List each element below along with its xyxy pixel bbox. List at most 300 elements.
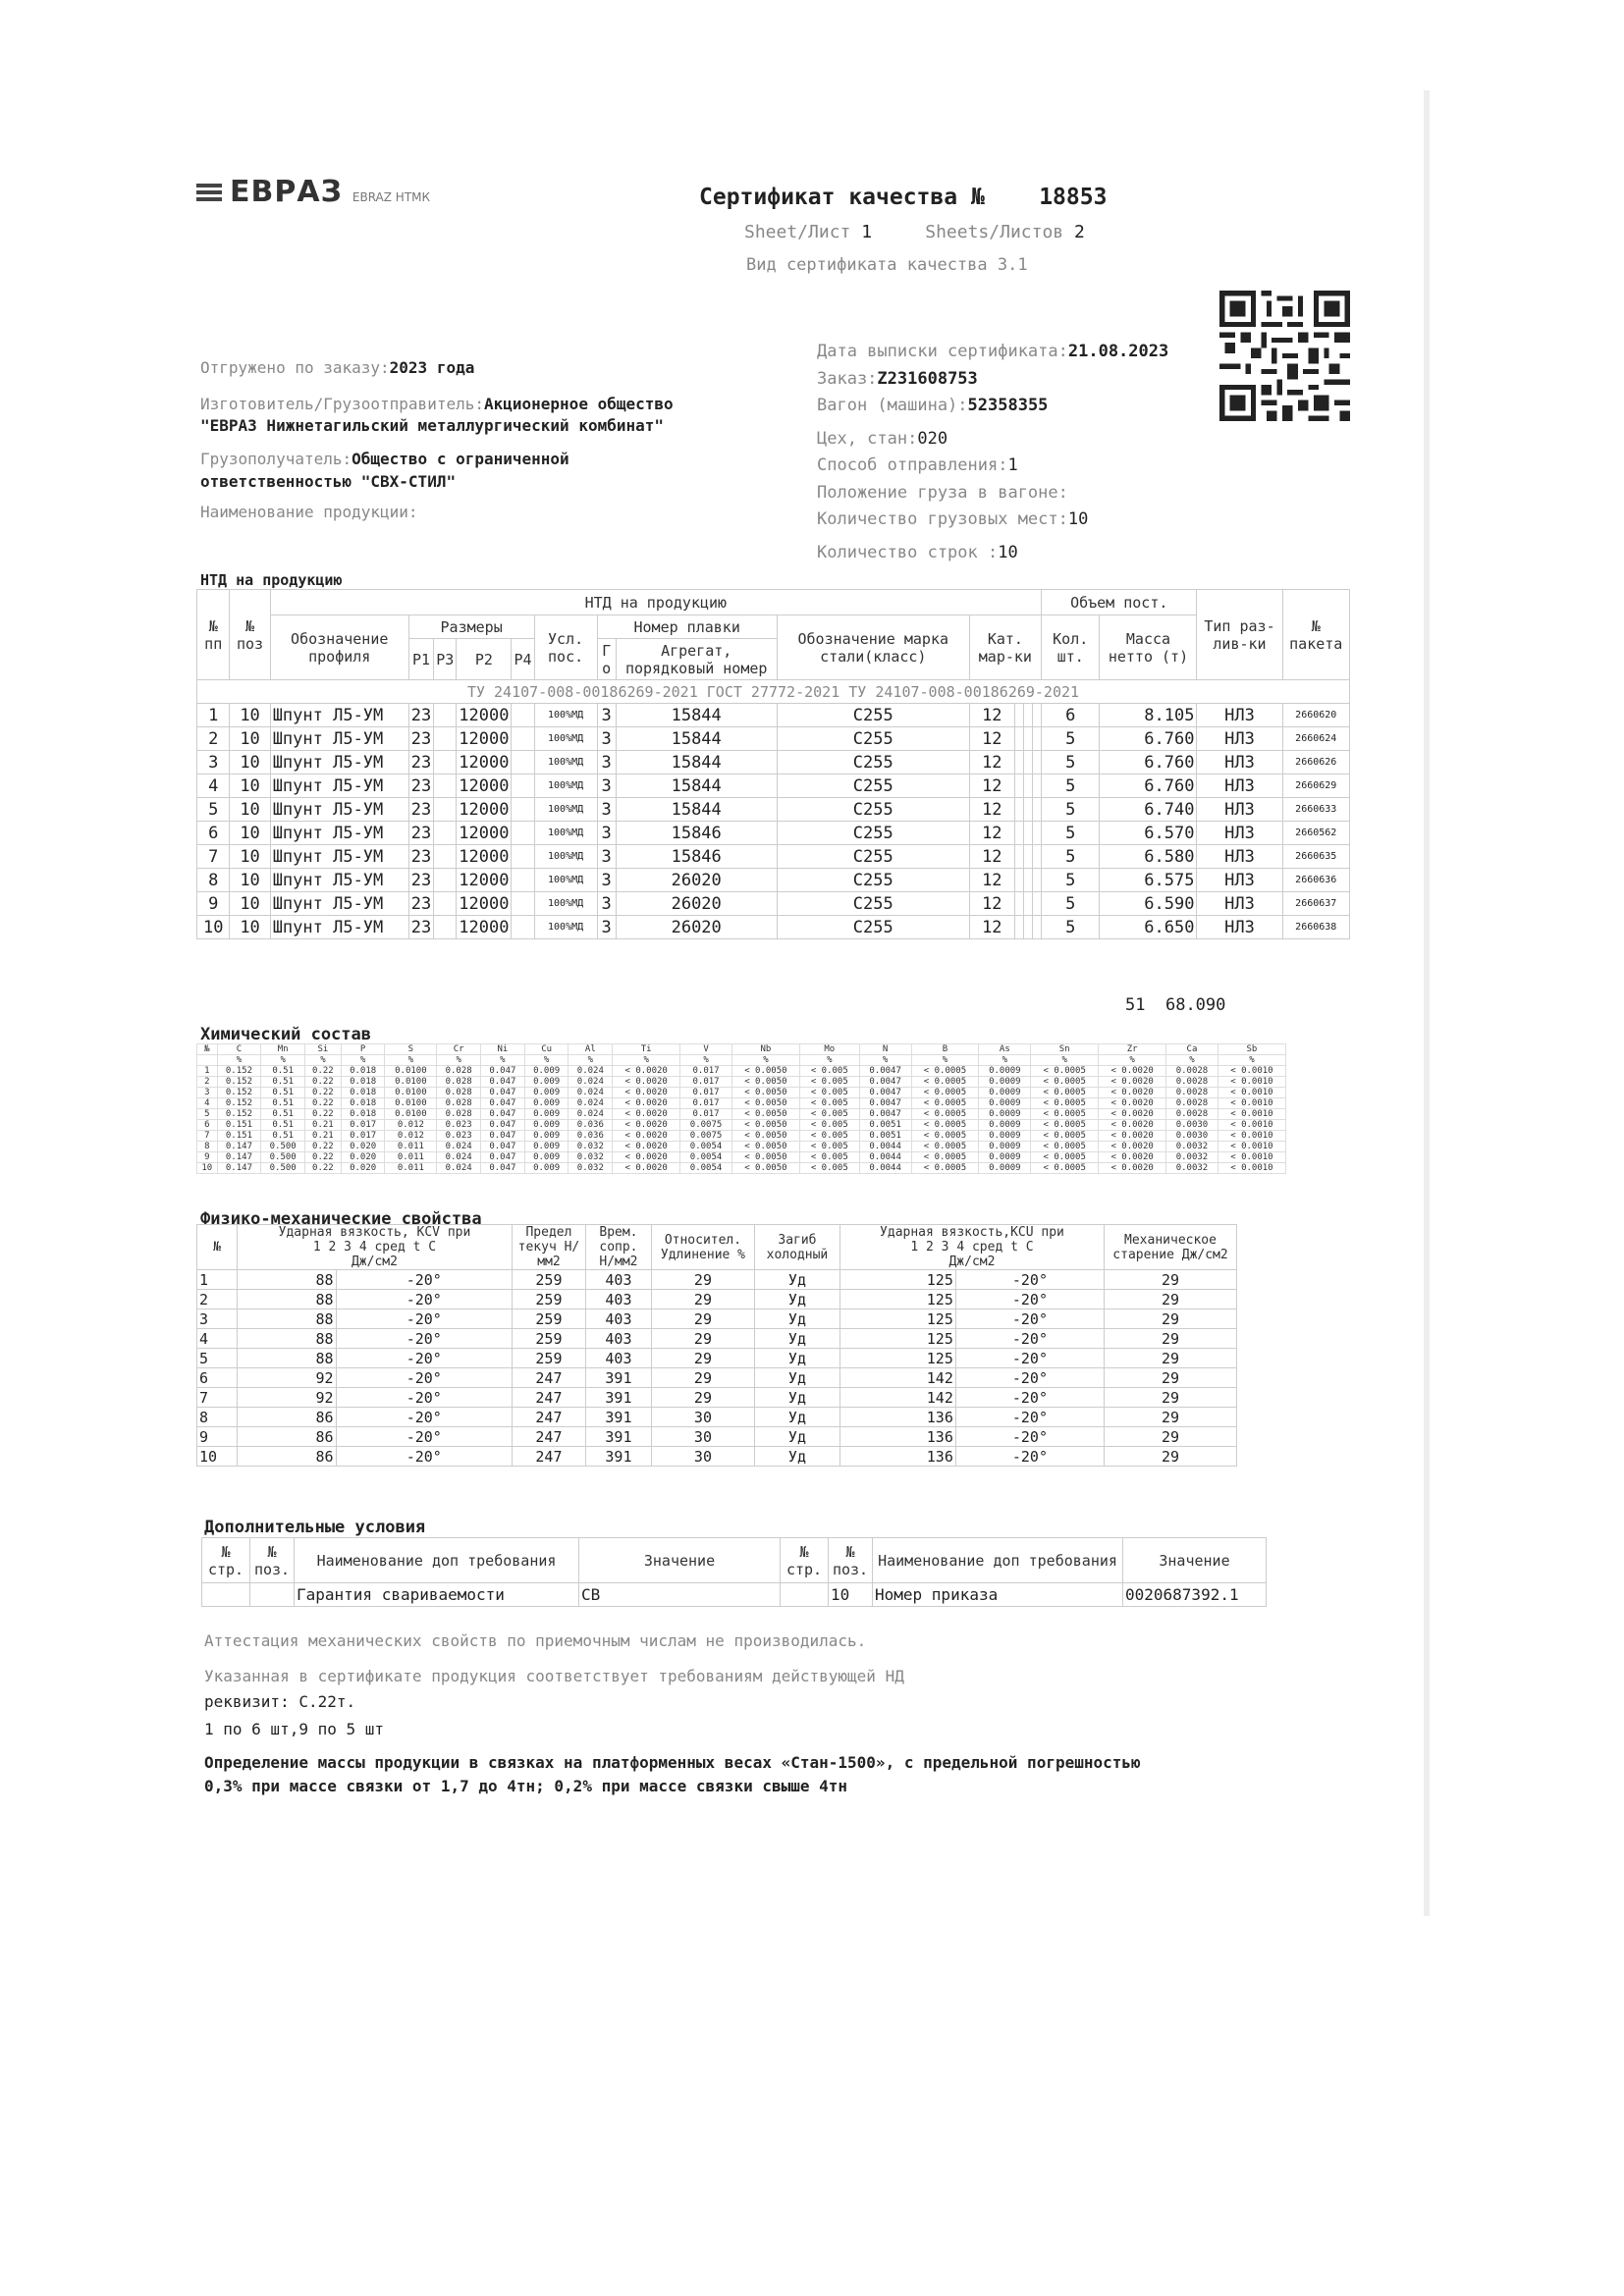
chem-cell: 0.0028 <box>1166 1077 1218 1088</box>
chem-cell: 0.0044 <box>859 1152 911 1163</box>
chem-cell: 0.0051 <box>859 1120 911 1131</box>
cell-melt: 15844 <box>616 704 777 727</box>
chem-cell: 0.0028 <box>1166 1088 1218 1098</box>
table-row <box>197 822 1350 845</box>
mech-cell-t1: -20° <box>336 1270 512 1290</box>
logo-subtext: EBRAZ НТМК <box>352 189 431 204</box>
chem-cell: < 0.0005 <box>911 1131 979 1142</box>
chem-cell: 0.0009 <box>979 1163 1031 1174</box>
mech-cell-yield: 259 <box>512 1290 585 1309</box>
chem-cell: 0.0032 <box>1166 1152 1218 1163</box>
mech-cell-t1: -20° <box>336 1368 512 1388</box>
mech-header-kcu: Ударная вязкость,KCU при 1 2 3 4 сред t C Дж/см2 <box>839 1225 1104 1270</box>
cell-g: 3 <box>597 774 616 798</box>
cell-p1: 23 <box>408 869 433 892</box>
table-row <box>197 1388 1237 1408</box>
chem-cell: < 0.005 <box>799 1066 859 1077</box>
cell-pack: 2660629 <box>1282 774 1350 798</box>
mech-cell-yield: 247 <box>512 1408 585 1427</box>
cell-g: 3 <box>597 822 616 845</box>
table-row <box>197 1142 1286 1152</box>
table-row <box>197 798 1350 822</box>
chem-cell: 0.0009 <box>979 1088 1031 1098</box>
cell-p2: 12000 <box>457 774 512 798</box>
chem-cell: < 0.0005 <box>911 1088 979 1098</box>
cell-cat: 12 <box>969 845 1014 869</box>
mech-cell-n: 4 <box>197 1329 238 1349</box>
cell-pp: 2 <box>197 727 230 751</box>
chem-cell: 0.009 <box>524 1152 568 1163</box>
add-header-value-2: Значение <box>1123 1538 1267 1583</box>
shipping-method: Способ отправления:1 <box>817 455 1018 475</box>
chem-cell: < 0.0005 <box>1031 1120 1099 1131</box>
chem-cell: < 0.0020 <box>613 1066 680 1077</box>
cell-cat: 12 <box>969 892 1014 916</box>
cell-steel: С255 <box>777 892 969 916</box>
chem-cell: 0.22 <box>305 1066 342 1077</box>
cell-pos: 10 <box>230 845 270 869</box>
cell-pack: 2660633 <box>1282 798 1350 822</box>
cell-cat: 12 <box>969 751 1014 774</box>
cell-mass: 6.760 <box>1100 751 1197 774</box>
chem-cell: 5 <box>197 1109 218 1120</box>
chem-cell: 0.22 <box>305 1077 342 1088</box>
chem-cell: < 0.0010 <box>1218 1120 1285 1131</box>
cell-p1: 23 <box>408 892 433 916</box>
chem-cell: 0.018 <box>341 1109 385 1120</box>
cell-qty: 5 <box>1041 822 1099 845</box>
note-packing: 1 по 6 шт,9 по 5 шт <box>204 1720 385 1738</box>
mech-cell-aging: 29 <box>1105 1329 1237 1349</box>
chem-cell: 0.024 <box>568 1088 613 1098</box>
chem-cell: < 0.005 <box>799 1142 859 1152</box>
cell-cat: 12 <box>969 822 1014 845</box>
chem-cell: 0.018 <box>341 1077 385 1088</box>
chem-cell: < 0.0005 <box>1031 1163 1099 1174</box>
add-header-name-2: Наименование доп требования <box>873 1538 1123 1583</box>
cell-cat: 12 <box>969 916 1014 939</box>
cell-tip: НЛЗ <box>1197 704 1282 727</box>
mech-cell-kcv: 88 <box>238 1270 337 1290</box>
mech-cell-kcv: 88 <box>238 1309 337 1329</box>
mech-header-tensile: Врем. сопр. Н/мм2 <box>585 1225 651 1270</box>
chem-cell: 0.500 <box>261 1152 305 1163</box>
chem-header: Ni <box>481 1044 525 1055</box>
mech-cell-t1: -20° <box>336 1290 512 1309</box>
cell-profile: Шпунт Л5-УМ <box>270 892 408 916</box>
cell-g: 3 <box>597 892 616 916</box>
workshop-mill: Цех, стан:020 <box>817 428 948 449</box>
chem-cell: 0.032 <box>568 1152 613 1163</box>
chem-cell: 0.009 <box>524 1163 568 1174</box>
mech-cell-tensile: 391 <box>585 1427 651 1447</box>
header-p3: P3 <box>434 639 457 680</box>
mech-cell-tensile: 391 <box>585 1368 651 1388</box>
header-tip: Тип раз-лив-ки <box>1197 590 1282 680</box>
chem-cell: < 0.0020 <box>613 1109 680 1120</box>
mech-cell-bend: Уд <box>754 1309 839 1329</box>
chem-table: № C Mn Si P S Cr Ni Cu Al Ti V Nb Mo N B As Sn Zr Ca Sb % % % % % % % % % % % % % % % % % % % % 1 0.152 0.51 0.22 0.018 0.0100 0.028 0.047 0.009 0.024 < 0.0020 0.017 < 0.0050 < 0.005 0.0047 < 0.0005 0.0009 < 0.0005 < 0.0020 0.0028 < 0.0010 2 0.152 0.51 0.22 0.018 0.0100 0.028 0.047 0.009 0.024 < 0.0020 0.017 < 0.0050 < 0.005 0.0047 < 0.0005 0.0009 < 0.0005 < 0.0020 0.0028 < 0.0010 3 0.152 0.51 0.22 0.018 0.0100 0.028 0.047 0.009 0.024 < 0.0020 0.017 < 0.0050 < 0.005 0.0047 < 0.0005 0.0009 < 0.0005 < 0.0020 0.0028 < 0.0010 4 0.152 0.51 0.22 0.018 0.0100 0.028 0.047 0.009 0.024 < 0.0020 0.017 < 0.0050 < 0.005 0.0047 < 0.0005 0.0009 < 0.0005 < 0.0020 0.0028 < 0.0010 5 0.152 0.51 0.22 0.018 0.0100 0.028 0.047 0.009 0.024 < 0.0020 0.017 < 0.0050 < 0.005 0.0047 < 0.0005 0.0009 < 0.0005 < 0.0020 0.0028 < 0.0010 6 0.151 0.51 0.21 0.017 0.012 0.023 0.047 0.009 0.036 < 0.0020 0.0075 < 0.0050 < 0.005 0.0051 < 0.0005 0.0009 < 0.0005 < 0.0020 0.0030 < 0.0010 7 0.151 0.51 0.21 0.017 0.012 0.023 0.047 0.009 0.036 < 0.0020 0.0075 < 0.0050 < 0.005 0.0051 < 0.0005 0.0009 < 0.0005 < 0.0020 0.0030 < 0.0010 8 0.147 0.500 0.22 0.020 0.011 0.024 0.047 0.009 0.032 < 0.0020 0.0054 < 0.0050 < 0.005 0.0044 < 0.0005 0.0009 < 0.0005 < 0.0020 0.0032 < 0.0010 9 0.147 0.500 0.22 0.020 0.011 0.024 0.047 0.009 0.032 < 0.0020 0.0054 < 0.0050 < 0.005 0.0044 < 0.0005 0.0009 < 0.0005 < 0.0020 0.0032 < 0.0010 10 0.147 0.500 0.22 0.020 0.011 0.024 0.047 0.009 0.032 < 0.0020 0.0054 < 0.0050 < 0.005 0.0044 < 0.0005 0.0009 < 0.0005 < 0.0020 0.0032 < 0.0010 <box>196 1043 1286 1174</box>
chem-cell: < 0.0005 <box>911 1152 979 1163</box>
mech-cell-yield: 247 <box>512 1427 585 1447</box>
cell-melt: 15846 <box>616 845 777 869</box>
chem-cell: < 0.0005 <box>1031 1088 1099 1098</box>
mech-cell-yield: 259 <box>512 1270 585 1290</box>
chem-cell: < 0.0005 <box>1031 1131 1099 1142</box>
chem-cell: 0.0030 <box>1166 1120 1218 1131</box>
chem-cell: < 0.0010 <box>1218 1098 1285 1109</box>
mech-cell-t1: -20° <box>336 1329 512 1349</box>
header-melt: Номер плавки <box>597 615 777 639</box>
wagon-number: Вагон (машина):52358355 <box>817 396 1049 415</box>
chem-cell: 0.047 <box>481 1163 525 1174</box>
mech-cell-bend: Уд <box>754 1270 839 1290</box>
add-header-value: Значение <box>579 1538 781 1583</box>
mech-cell-t1: -20° <box>336 1408 512 1427</box>
table-row <box>197 1270 1237 1290</box>
cell-pp: 8 <box>197 869 230 892</box>
cell-usl: 100%МД <box>534 822 597 845</box>
note-mass-line-2: 0,3% при массе связки от 1,7 до 4тн; 0,2% при массе связки свыше 4тн <box>204 1777 848 1795</box>
table-row <box>202 1583 1267 1607</box>
chem-cell: < 0.0020 <box>613 1163 680 1174</box>
manufacturer-line-2: "ЕВРАЗ Нижнетагильский металлургический комбинат" <box>200 416 665 435</box>
cell-pos: 10 <box>230 774 270 798</box>
chem-cell: 0.51 <box>261 1131 305 1142</box>
chem-cell: 0.21 <box>305 1120 342 1131</box>
chem-cell: 0.147 <box>217 1163 261 1174</box>
chem-cell: 0.22 <box>305 1109 342 1120</box>
cell-profile: Шпунт Л5-УМ <box>270 727 408 751</box>
cell-mass: 6.575 <box>1100 869 1197 892</box>
chem-cell: < 0.0005 <box>1031 1152 1099 1163</box>
chem-cell: 0.036 <box>568 1131 613 1142</box>
chem-header: Al <box>568 1044 613 1055</box>
cell-tip: НЛЗ <box>1197 798 1282 822</box>
chem-cell: 0.0032 <box>1166 1142 1218 1152</box>
chem-cell: 0.024 <box>568 1066 613 1077</box>
mech-cell-elong: 29 <box>651 1388 754 1408</box>
cell-pos: 10 <box>230 798 270 822</box>
mech-cell-kcu: 125 <box>839 1329 955 1349</box>
mech-header-num: № <box>197 1225 238 1270</box>
mech-cell-kcv: 88 <box>238 1290 337 1309</box>
cell-profile: Шпунт Л5-УМ <box>270 822 408 845</box>
header-sizes: Размеры <box>408 615 534 639</box>
cell-mass: 6.740 <box>1100 798 1197 822</box>
chem-cell: 0.032 <box>568 1163 613 1174</box>
cell-p2: 12000 <box>457 798 512 822</box>
additional-section-title: Дополнительные условия <box>204 1518 426 1537</box>
mech-cell-aging: 29 <box>1105 1388 1237 1408</box>
chem-cell: 0.017 <box>341 1120 385 1131</box>
add-name-left: Гарантия свариваемости <box>295 1583 579 1607</box>
chem-cell: 0.0054 <box>680 1163 732 1174</box>
chem-cell: 0.0075 <box>680 1131 732 1142</box>
mech-header-kcv: Ударная вязкость, KCV при 1 2 3 4 сред t C Дж/см2 <box>238 1225 513 1270</box>
chem-cell: < 0.005 <box>799 1098 859 1109</box>
cell-qty: 5 <box>1041 916 1099 939</box>
product-totals <box>1125 995 1225 1015</box>
mech-cell-n: 1 <box>197 1270 238 1290</box>
chem-cell: < 0.0005 <box>911 1163 979 1174</box>
chem-cell: < 0.0020 <box>1099 1066 1166 1077</box>
chem-cell: 0.023 <box>437 1131 481 1142</box>
mech-cell-elong: 30 <box>651 1427 754 1447</box>
mech-cell-n: 9 <box>197 1427 238 1447</box>
mech-cell-yield: 247 <box>512 1368 585 1388</box>
table-row <box>197 1088 1286 1098</box>
chem-cell: 0.0044 <box>859 1142 911 1152</box>
chem-cell: 0.0044 <box>859 1163 911 1174</box>
chem-cell: 0.0028 <box>1166 1109 1218 1120</box>
chem-cell: < 0.0050 <box>731 1077 799 1088</box>
chem-cell: 0.500 <box>261 1142 305 1152</box>
table-row <box>197 751 1350 774</box>
chem-cell: 0.011 <box>385 1142 437 1152</box>
table-row <box>197 704 1350 727</box>
cell-profile: Шпунт Л5-УМ <box>270 798 408 822</box>
cell-melt: 26020 <box>616 869 777 892</box>
chem-cell: 0.024 <box>437 1152 481 1163</box>
mech-cell-kcu: 136 <box>839 1408 955 1427</box>
chem-cell: 0.0009 <box>979 1120 1031 1131</box>
chem-cell: 3 <box>197 1088 218 1098</box>
chem-cell: < 0.005 <box>799 1077 859 1088</box>
cell-steel: С255 <box>777 751 969 774</box>
chem-cell: 0.047 <box>481 1066 525 1077</box>
mech-cell-n: 10 <box>197 1447 238 1467</box>
table-row <box>197 916 1350 939</box>
cell-profile: Шпунт Л5-УМ <box>270 869 408 892</box>
cell-qty: 5 <box>1041 869 1099 892</box>
mech-cell-aging: 29 <box>1105 1368 1237 1388</box>
chem-cell: 0.047 <box>481 1098 525 1109</box>
mech-cell-bend: Уд <box>754 1368 839 1388</box>
chem-cell: 0.151 <box>217 1131 261 1142</box>
cell-steel: С255 <box>777 845 969 869</box>
cell-tip: НЛЗ <box>1197 845 1282 869</box>
chem-cell: 0.0009 <box>979 1142 1031 1152</box>
cell-steel: С255 <box>777 774 969 798</box>
table-row <box>197 1290 1237 1309</box>
table-row <box>197 1109 1286 1120</box>
cell-p2: 12000 <box>457 845 512 869</box>
chem-cell: < 0.0050 <box>731 1066 799 1077</box>
issue-date: Дата выписки сертификата:21.08.2023 <box>817 342 1169 361</box>
cell-cat: 12 <box>969 869 1014 892</box>
chem-header: Zr <box>1099 1044 1166 1055</box>
chem-cell: 0.047 <box>481 1109 525 1120</box>
header-num-pp: № пп <box>197 590 230 680</box>
chem-cell: < 0.0050 <box>731 1098 799 1109</box>
chem-cell: 0.0028 <box>1166 1066 1218 1077</box>
mech-cell-n: 2 <box>197 1290 238 1309</box>
cell-qty: 5 <box>1041 892 1099 916</box>
chem-cell: 0.032 <box>568 1142 613 1152</box>
mech-cell-kcv: 92 <box>238 1388 337 1408</box>
cell-pos: 10 <box>230 916 270 939</box>
chem-cell: 0.0051 <box>859 1131 911 1142</box>
chem-cell: 0.0075 <box>680 1120 732 1131</box>
mech-cell-t2: -20° <box>955 1427 1104 1447</box>
chem-cell: 0.22 <box>305 1098 342 1109</box>
mech-table <box>196 1224 1237 1467</box>
chem-cell: 2 <box>197 1077 218 1088</box>
evraz-logo <box>196 175 430 209</box>
cell-g: 3 <box>597 869 616 892</box>
chem-cell: 0.0100 <box>385 1109 437 1120</box>
chem-cell: < 0.005 <box>799 1152 859 1163</box>
cell-melt: 15844 <box>616 727 777 751</box>
cell-p1: 23 <box>408 774 433 798</box>
chem-header: Cr <box>437 1044 481 1055</box>
chem-cell: < 0.0010 <box>1218 1066 1285 1077</box>
cell-cat: 12 <box>969 727 1014 751</box>
chem-cell: < 0.0020 <box>613 1120 680 1131</box>
chem-header: S <box>385 1044 437 1055</box>
chem-cell: 0.51 <box>261 1066 305 1077</box>
cell-pos: 10 <box>230 727 270 751</box>
header-profile: Обозначение профиля <box>270 615 408 680</box>
cell-g: 3 <box>597 751 616 774</box>
sheet-line: Sheet/Лист 1 Sheets/Листов 2 <box>744 222 1085 242</box>
add-header-pos-2: № поз. <box>829 1538 873 1583</box>
mech-cell-tensile: 403 <box>585 1270 651 1290</box>
chem-cell: 0.147 <box>217 1142 261 1152</box>
chem-cell: < 0.0020 <box>1099 1098 1166 1109</box>
table-row <box>197 1349 1237 1368</box>
cargo-position: Положение груза в вагоне: <box>817 482 1068 503</box>
chem-cell: < 0.0020 <box>1099 1152 1166 1163</box>
cell-pack: 2660562 <box>1282 822 1350 845</box>
cell-tip: НЛЗ <box>1197 751 1282 774</box>
cell-usl: 100%МД <box>534 892 597 916</box>
product-ntd-section-title: НТД на продукцию <box>200 571 343 589</box>
chem-cell: 0.024 <box>437 1142 481 1152</box>
chem-cell: 0.0047 <box>859 1088 911 1098</box>
chem-cell: < 0.0010 <box>1218 1152 1285 1163</box>
mech-cell-tensile: 391 <box>585 1388 651 1408</box>
mech-cell-aging: 29 <box>1105 1349 1237 1368</box>
mech-cell-kcu: 125 <box>839 1309 955 1329</box>
mech-cell-n: 6 <box>197 1368 238 1388</box>
cell-qty: 5 <box>1041 774 1099 798</box>
mech-cell-tensile: 403 <box>585 1329 651 1349</box>
mech-cell-kcv: 86 <box>238 1427 337 1447</box>
table-row <box>197 1329 1237 1349</box>
chem-cell: 0.011 <box>385 1152 437 1163</box>
mech-cell-n: 8 <box>197 1408 238 1427</box>
mech-cell-tensile: 403 <box>585 1349 651 1368</box>
right-info-block <box>817 339 1168 566</box>
add-header-pos: № поз. <box>250 1538 295 1583</box>
cell-p2: 12000 <box>457 727 512 751</box>
mech-cell-t1: -20° <box>336 1427 512 1447</box>
chem-cell: 0.017 <box>680 1088 732 1098</box>
mech-header-elongation: Относител. Удлинение % <box>651 1225 754 1270</box>
cell-steel: С255 <box>777 916 969 939</box>
chem-cell: 0.047 <box>481 1120 525 1131</box>
chem-header: Ti <box>613 1044 680 1055</box>
mech-cell-kcu: 125 <box>839 1349 955 1368</box>
chem-cell: 0.22 <box>305 1142 342 1152</box>
mech-cell-bend: Уд <box>754 1290 839 1309</box>
chem-cell: < 0.0050 <box>731 1152 799 1163</box>
mech-cell-kcv: 92 <box>238 1368 337 1388</box>
chem-cell: < 0.0050 <box>731 1088 799 1098</box>
certificate-number: 18853 <box>1039 185 1108 210</box>
chem-cell: 0.0032 <box>1166 1163 1218 1174</box>
chem-cell: 0.0100 <box>385 1077 437 1088</box>
cell-p1: 23 <box>408 751 433 774</box>
cell-pp: 9 <box>197 892 230 916</box>
chem-header: № <box>197 1044 218 1055</box>
cell-p1: 23 <box>408 798 433 822</box>
cell-pp: 7 <box>197 845 230 869</box>
chem-cell: < 0.0005 <box>911 1077 979 1088</box>
chem-cell: 0.009 <box>524 1066 568 1077</box>
chem-cell: 0.020 <box>341 1152 385 1163</box>
mech-cell-t1: -20° <box>336 1388 512 1408</box>
cell-usl: 100%МД <box>534 774 597 798</box>
chem-cell: < 0.0005 <box>911 1109 979 1120</box>
chem-cell: 0.011 <box>385 1163 437 1174</box>
chem-cell: < 0.005 <box>799 1131 859 1142</box>
add-value-left: СВ <box>579 1583 781 1607</box>
mech-cell-bend: Уд <box>754 1349 839 1368</box>
cell-usl: 100%МД <box>534 727 597 751</box>
cell-g: 3 <box>597 798 616 822</box>
cell-steel: С255 <box>777 727 969 751</box>
chem-cell: 0.0009 <box>979 1066 1031 1077</box>
cell-melt: 15844 <box>616 774 777 798</box>
mech-cell-n: 3 <box>197 1309 238 1329</box>
chem-cell: < 0.0050 <box>731 1163 799 1174</box>
header-usl: Усл. пос. <box>534 615 597 680</box>
chem-cell: < 0.005 <box>799 1120 859 1131</box>
cell-pos: 10 <box>230 869 270 892</box>
cell-cat: 12 <box>969 774 1014 798</box>
qr-code-icon <box>1219 291 1350 421</box>
cell-steel: С255 <box>777 822 969 845</box>
chem-cell: 0.028 <box>437 1066 481 1077</box>
mech-header-yield: Предел текуч Н/мм2 <box>512 1225 585 1270</box>
chem-cell: < 0.0010 <box>1218 1109 1285 1120</box>
table-row <box>197 1152 1286 1163</box>
chem-cell: 0.152 <box>217 1077 261 1088</box>
chem-cell: 0.017 <box>680 1109 732 1120</box>
mech-cell-aging: 29 <box>1105 1309 1237 1329</box>
chem-cell: 0.009 <box>524 1131 568 1142</box>
cell-tip: НЛЗ <box>1197 774 1282 798</box>
chem-cell: 0.023 <box>437 1120 481 1131</box>
header-aggregate: Агрегат, порядковый номер <box>616 639 777 680</box>
table-row <box>197 1163 1286 1174</box>
chem-cell: < 0.0005 <box>911 1098 979 1109</box>
chem-cell: 0.020 <box>341 1142 385 1152</box>
chem-cell: 0.028 <box>437 1109 481 1120</box>
chem-cell: 0.51 <box>261 1077 305 1088</box>
cell-pack: 2660626 <box>1282 751 1350 774</box>
table-row <box>197 892 1350 916</box>
chem-cell: < 0.0005 <box>911 1120 979 1131</box>
header-ntd: НТД на продукцию <box>270 590 1041 615</box>
chem-cell: 0.009 <box>524 1109 568 1120</box>
chem-cell: 0.018 <box>341 1088 385 1098</box>
chem-header: Mn <box>261 1044 305 1055</box>
chem-cell: 0.047 <box>481 1152 525 1163</box>
